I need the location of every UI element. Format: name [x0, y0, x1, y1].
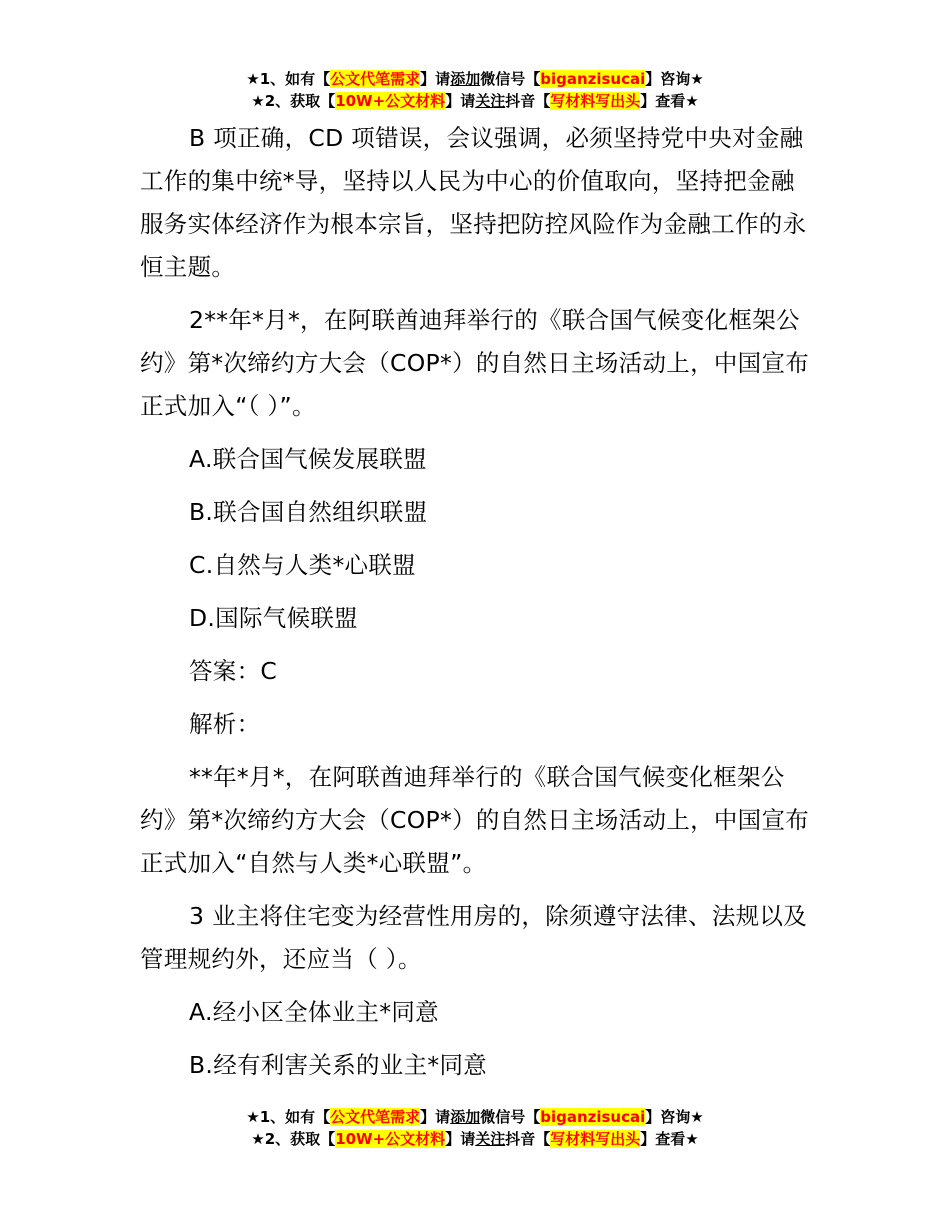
option-b: B.联合国自然组织联盟 [189, 498, 428, 526]
banner-text: 】查看★ [640, 1130, 699, 1148]
banner-text: 抖音【 [505, 1130, 551, 1148]
banner-highlight-materials: 10W+公文材料 [335, 92, 446, 110]
banner-text: ★1、如有【 [246, 70, 331, 88]
footer-banner [0, 1106, 950, 1150]
banner-text: 微信号【 [480, 1108, 541, 1126]
analysis-text: **年*月*，在阿联酋迪拜举行的《联合国气候变化框架公约》第*次缔约方大会（COP*）的自然日主场活动上，中国宣布正式加入“自然与人类*心联盟”。 [140, 763, 810, 877]
banner-text: 】请 [445, 1130, 476, 1148]
banner-text: ★1、如有【 [246, 1108, 331, 1126]
banner-text: 】咨询★ [645, 70, 704, 88]
banner-text: 】请 [420, 1108, 451, 1126]
paragraph-analysis-1: B 项正确，CD 项错误，会议强调，必须坚持党中央对金融工作的集中统*导，坚持以人民为中心的价值取向，坚持把金融服务实体经济作为根本宗旨，坚持把防控风险作为金融工作的永恒主题。 [140, 124, 807, 281]
banner-text: ★2、获取【 [251, 92, 336, 110]
banner-text: 】查看★ [640, 92, 699, 110]
option-a: A.经小区全体业主*同意 [189, 998, 439, 1026]
document-body [140, 117, 812, 1097]
banner-highlight-douyin: 写材料写出头 [550, 92, 641, 110]
option-b: B.经有利害关系的业主*同意 [189, 1051, 488, 1079]
banner-text: 微信号【 [480, 70, 541, 88]
banner-highlight-materials: 10W+公文材料 [335, 1130, 446, 1148]
option-d: D.国际气候联盟 [189, 604, 358, 632]
banner-underline: 添加 [450, 1108, 481, 1126]
banner-underline: 关注 [475, 92, 506, 110]
banner-line-2 [0, 1128, 950, 1150]
banner-highlight-service: 公文代笔需求 [330, 70, 421, 88]
banner-text: 】请 [420, 70, 451, 88]
banner-underline: 关注 [475, 1130, 506, 1148]
answer: 答案：C [189, 657, 278, 685]
question-2: 2**年*月*，在阿联酋迪拜举行的《联合国气候变化框架公约》第*次缔约方大会（COP*）的自然日主场活动上，中国宣布正式加入“（ ）”。 [140, 306, 810, 420]
banner-line-2 [0, 90, 950, 112]
banner-highlight-douyin: 写材料写出头 [550, 1130, 641, 1148]
banner-highlight-wechat: biganzisucai [540, 70, 646, 88]
analysis-label: 解析： [189, 710, 261, 738]
header-banner [0, 68, 950, 112]
banner-text: 抖音【 [505, 92, 551, 110]
banner-highlight-wechat: biganzisucai [540, 1108, 646, 1126]
banner-line-1 [0, 68, 950, 90]
banner-text: 】请 [445, 92, 476, 110]
banner-underline: 添加 [450, 70, 481, 88]
banner-highlight-service: 公文代笔需求 [330, 1108, 421, 1126]
question-3: 3 业主将住宅变为经营性用房的，除须遵守法律、法规以及管理规约外，还应当（ ）。 [140, 902, 808, 973]
option-a: A.联合国气候发展联盟 [189, 445, 427, 473]
banner-line-1 [0, 1106, 950, 1128]
banner-text: 】咨询★ [645, 1108, 704, 1126]
option-c: C.自然与人类*心联盟 [189, 551, 416, 579]
banner-text: ★2、获取【 [251, 1130, 336, 1148]
